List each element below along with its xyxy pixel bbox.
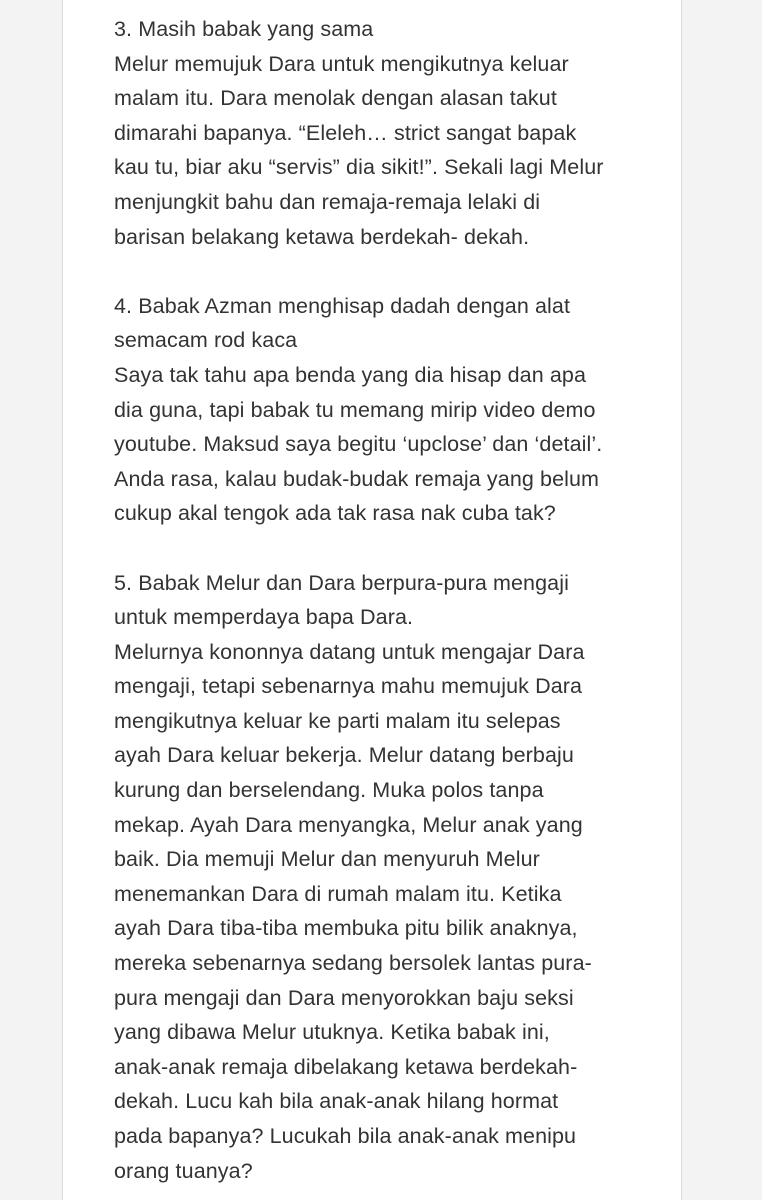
paragraph-babak-4	[114, 289, 634, 531]
paragraph-line: mekap. Ayah Dara menyangka, Melur anak yang	[114, 812, 583, 837]
paragraph-line: menjungkit bahu dan remaja-remaja lelaki di	[114, 189, 541, 214]
paragraph-line: kurung dan berselendang. Muka polos tanpa	[114, 778, 544, 803]
article-body	[114, 12, 634, 1188]
paragraph-line: pura mengaji dan Dara menyorokkan baju seksi	[114, 985, 574, 1010]
paragraph-line: dia guna, tapi babak tu memang mirip video demo	[114, 397, 596, 422]
right-page-margin	[682, 0, 762, 1200]
paragraph-line: untuk memperdaya bapa Dara.	[114, 605, 414, 630]
paragraph-line: yang dibawa Melur utuknya. Ketika babak ini,	[114, 1020, 550, 1045]
paragraph-babak-5	[114, 566, 634, 1189]
paragraph-line: semacam rod kaca	[114, 328, 298, 353]
paragraph-line: malam itu. Dara menolak dengan alasan takut	[114, 86, 557, 111]
paragraph-line: Anda rasa, kalau budak-budak remaja yang belum	[114, 466, 600, 491]
paragraph-line: dimarahi bapanya. “Eleleh… strict sangat bapak	[114, 120, 577, 145]
paragraph-line: 4. Babak Azman menghisap dadah dengan alat	[114, 293, 571, 318]
paragraph-babak-3	[114, 12, 634, 254]
right-page-border	[681, 0, 682, 1200]
paragraph-line: orang tuanya?	[114, 1158, 253, 1183]
paragraph-line: 5. Babak Melur dan Dara berpura-pura mengaji	[114, 570, 569, 595]
paragraph-line: cukup akal tengok ada tak rasa nak cuba tak?	[114, 501, 556, 526]
paragraph-line: barisan belakang ketawa berdekah- dekah.	[114, 224, 530, 249]
paragraph-line: Saya tak tahu apa benda yang dia hisap dan apa	[114, 362, 587, 387]
paragraph-line: anak-anak remaja dibelakang ketawa berdekah-	[114, 1054, 578, 1079]
paragraph-line: Melurnya kononnya datang untuk mengajar Dara	[114, 639, 585, 664]
paragraph-line: Melur memujuk Dara untuk mengikutnya keluar	[114, 51, 569, 76]
paragraph-line: menemankan Dara di rumah malam itu. Ketika	[114, 881, 562, 906]
article-page	[63, 0, 681, 1200]
paragraph-line: pada bapanya? Lucukah bila anak-anak menipu	[114, 1124, 577, 1148]
paragraph-line: mereka sebenarnya sedang bersolek lantas pura-	[114, 951, 592, 976]
paragraph-line: dekah. Lucu kah bila anak-anak hilang hormat	[114, 1089, 559, 1114]
left-page-margin	[0, 0, 63, 1200]
paragraph-line: kau tu, biar aku “servis” dia sikit!”. Sekali lagi Melur	[114, 155, 604, 180]
paragraph-line: mengaji, tetapi sebenarnya mahu memujuk Dara	[114, 674, 583, 699]
paragraph-line: 3. Masih babak yang sama	[114, 17, 374, 41]
paragraph-line: ayah Dara tiba-tiba membuka pitu bilik anaknya,	[114, 916, 578, 941]
paragraph-line: ayah Dara keluar bekerja. Melur datang berbaju	[114, 743, 574, 768]
paragraph-line: baik. Dia memuji Melur dan menyuruh Melur	[114, 847, 540, 872]
paragraph-line: mengikutnya keluar ke parti malam itu selepas	[114, 708, 561, 733]
paragraph-line: youtube. Maksud saya begitu ‘upclose’ dan ‘detail’.	[114, 432, 603, 457]
